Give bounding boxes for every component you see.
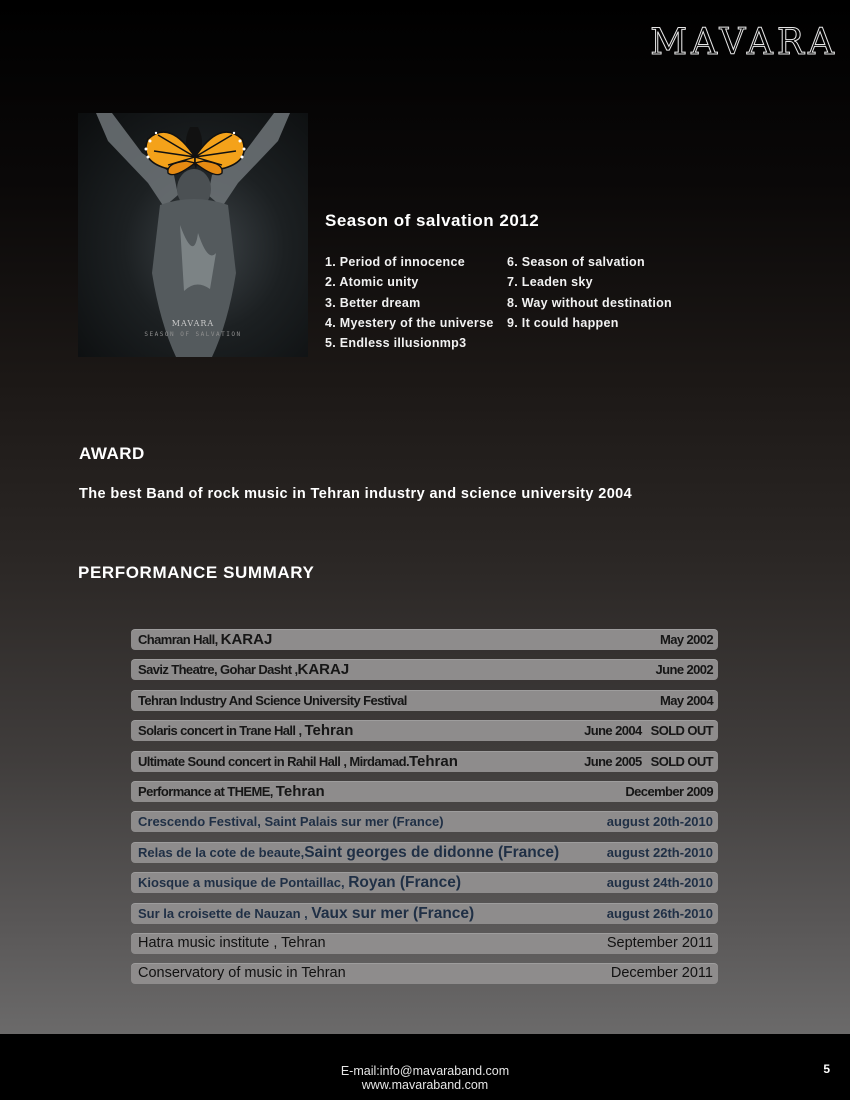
track-item: 1. Period of innocence [325, 255, 465, 269]
performance-summary-heading: PERFORMANCE SUMMARY [78, 563, 315, 582]
album-title: Season of salvation 2012 [325, 211, 540, 230]
performance-date: May 2004 [659, 692, 713, 708]
album-cover-image [78, 113, 308, 357]
performance-date: December 2011 [610, 965, 713, 982]
performance-date: May 2002 [659, 632, 713, 647]
track-item: 3. Better dream [325, 295, 421, 310]
performance-venue-text: Sur la croisette de Nauzan , [138, 905, 312, 921]
performance-city: Royan (France) [348, 874, 462, 892]
performance-list [131, 629, 718, 994]
track-item: 5. Endless illusionmp3 [325, 336, 467, 351]
performance-date: august 24th-2010 [606, 875, 713, 891]
page-footer [0, 1034, 850, 1100]
award-text: The best Band of rock music in Tehran industry and science university 2004 [79, 486, 633, 502]
performance-date: June 2005 SOLD OUT [584, 753, 713, 769]
performance-row [131, 629, 718, 650]
track-item: 9. It could happen [507, 315, 619, 330]
performance-city: KARAJ [220, 631, 273, 648]
performance-venue [138, 690, 407, 711]
performance-venue-text: Tehran Industry And Science University Festival [138, 692, 407, 708]
page-number: 5 [823, 1062, 830, 1076]
performance-venue-text: Saviz Theatre, Gohar Dasht , [138, 662, 298, 678]
performance-row [131, 690, 718, 711]
performance-date: June 2002 [655, 662, 713, 678]
performance-row [131, 811, 718, 832]
footer-email[interactable]: E-mail:info@mavaraband.com [340, 1064, 510, 1078]
track-item: 4. Myestery of the universe [325, 315, 494, 330]
performance-venue [138, 659, 349, 680]
performance-venue-text: Hatra music institute , Tehran [138, 934, 326, 951]
track-item: 2. Atomic unity [325, 275, 419, 290]
performance-venue-text: Ultimate Sound concert in Rahil Hall , Mirdamad. [138, 753, 409, 769]
award-heading: AWARD [79, 444, 145, 463]
performance-venue [138, 751, 458, 772]
performance-date: September 2011 [606, 934, 713, 951]
performance-city: Tehran [275, 782, 325, 800]
performance-venue-text: Crescendo Festival, Saint Palais sur mer (France) [138, 814, 444, 830]
performance-venue-text: Chamran Hall, [138, 632, 221, 647]
performance-date: august 22th-2010 [606, 844, 713, 860]
performance-city: Saint georges de didonne (France) [304, 843, 560, 861]
performance-date: December 2009 [625, 783, 713, 799]
performance-venue [138, 963, 346, 984]
performance-venue-text: Kiosque a musique de Pontaillac, [138, 875, 349, 891]
footer-website[interactable]: www.mavaraband.com [361, 1078, 489, 1092]
track-list-column-2 [507, 254, 672, 335]
performance-row [131, 842, 718, 863]
performance-row [131, 720, 718, 741]
performance-venue [138, 933, 326, 954]
performance-row [131, 903, 718, 924]
performance-row [131, 963, 718, 984]
performance-venue-text: Conservatory of music in Tehran [138, 965, 346, 982]
performance-row [131, 872, 718, 893]
track-item: 8. Way without destination [507, 295, 672, 310]
performance-venue-text: Performance at THEME, [138, 783, 276, 799]
track-list-column-1 [325, 254, 494, 355]
performance-date: august 20th-2010 [606, 814, 713, 830]
performance-row [131, 933, 718, 954]
performance-city: KARAJ [297, 661, 350, 679]
performance-city: Tehran [304, 722, 354, 740]
performance-row [131, 781, 718, 802]
performance-venue [138, 811, 444, 832]
performance-venue [138, 872, 461, 893]
performance-row [131, 659, 718, 680]
performance-venue [138, 842, 559, 863]
performance-venue-text: Relas de la cote de beaute, [138, 844, 305, 860]
performance-city: Tehran [408, 752, 458, 770]
performance-venue [138, 781, 325, 802]
performance-city: Vaux sur mer (France) [311, 904, 475, 922]
performance-venue [138, 720, 353, 741]
performance-venue [138, 903, 474, 924]
performance-date: august 26th-2010 [606, 905, 713, 921]
performance-venue [138, 629, 272, 650]
performance-date: June 2004 SOLD OUT [584, 723, 713, 739]
track-item: 7. Leaden sky [507, 275, 593, 290]
mavara-logo: MAVARA [650, 22, 838, 63]
performance-row [131, 751, 718, 772]
track-item: 6. Season of salvation [507, 255, 645, 269]
performance-venue-text: Solaris concert in Trane Hall , [138, 723, 305, 739]
album-cover-band-text: MAVARA [171, 319, 215, 328]
album-cover-title-text: SEASON OF SALVATION [144, 331, 242, 338]
